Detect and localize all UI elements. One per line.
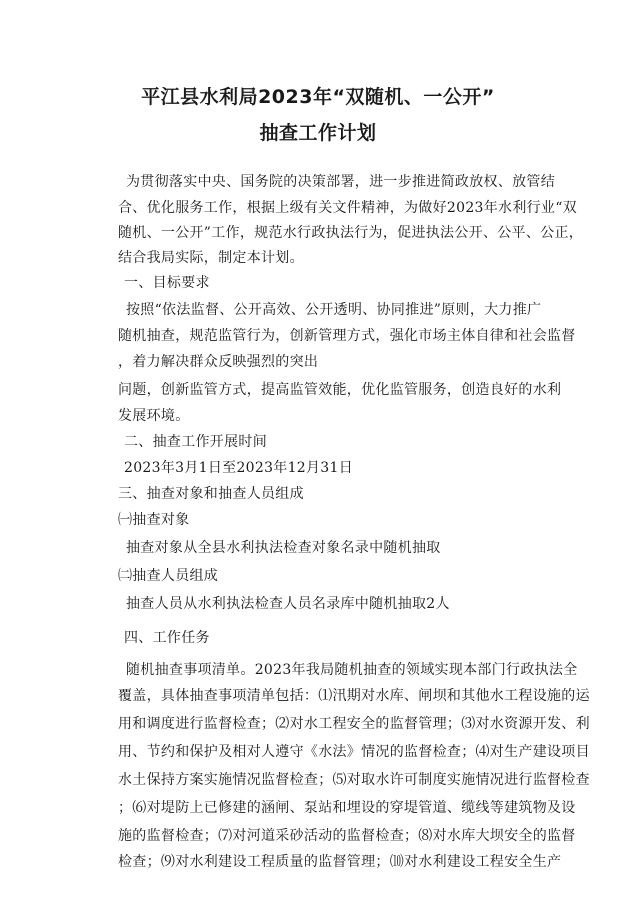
- section1-line: 发展环境。: [118, 408, 190, 424]
- section-heading: 二、抽查工作开展时间: [124, 434, 267, 450]
- intro-line: 合、优化服务工作，根据上级有关文件精神，为做好2023年水利行业“双: [118, 200, 577, 216]
- section1-line: 随机抽查，规范监管行为，创新管理方式，强化市场主体自律和社会监督: [118, 328, 576, 344]
- section4-line: 检查；⑼对水利建设工程质量的监督管理；⑽对水利建设工程安全生产: [118, 854, 562, 870]
- subsection-heading: ㈡抽查人员组成: [118, 568, 219, 584]
- document-title-line2: 抽查工作计划: [259, 122, 377, 144]
- subsection-body: 抽查人员从水利执法检查人员名录库中随机抽取2人: [126, 596, 450, 612]
- section4-line: 覆盖，具体抽查事项清单包括：⑴汛期对水库、闸坝和其他水工程设施的运: [118, 688, 590, 704]
- section4-line: 用、节约和保护及相对人遵守《水法》情况的监督检查；⑷对生产建设项目: [118, 744, 590, 760]
- section1-line: 问题，创新监管方式，提高监管效能，优化监管服务，创造良好的水利: [118, 382, 562, 398]
- intro-line: 随机、一公开”工作，规范水行政执法行为，促进执法公开、公平、公正，: [118, 225, 584, 241]
- section4-line: 用和调度进行监督检查；⑵对水工程安全的监督管理；⑶对水资源开发、利: [118, 716, 590, 732]
- intro-line: 为贯彻落实中央、国务院的决策部署，进一步推进简政放权、放管结: [126, 174, 555, 190]
- subsection-heading: ㈠抽查对象: [118, 512, 190, 528]
- subsection-body: 抽查对象从全县水利执法检查对象名录中随机抽取: [126, 540, 441, 556]
- section1-line: ，着力解决群众反映强烈的突出: [118, 354, 319, 370]
- section4-line: 水土保持方案实施情况监督检查；⑸对取水许可制度实施情况进行监督检查: [118, 772, 590, 788]
- section-heading: 一、目标要求: [124, 275, 210, 291]
- section1-line: 按照“依法监督、公开高效、公开透明、协同推进”原则，大力推广: [126, 302, 542, 318]
- document-title-line1: 平江县水利局2023年“双随机、一公开”: [141, 86, 495, 108]
- section-heading: 四、工作任务: [124, 630, 210, 646]
- section2-date-range: 2023年3月1日至2023年12月31日: [124, 460, 354, 476]
- intro-line: 结合我局实际，制定本计划。: [118, 250, 304, 266]
- section4-line: 随机抽查事项清单。2023年我局随机抽查的领域实现本部门行政执法全: [126, 662, 578, 678]
- section-heading: 三、抽查对象和抽查人员组成: [118, 486, 304, 502]
- section4-line: ；⑹对堤防上已修建的涵闸、泵站和埋设的穿堤管道、缆线等建筑物及设: [118, 800, 576, 816]
- section4-line: 施的监督检查；⑺对河道采砂活动的监督检查；⑻对水库大坝安全的监督: [118, 828, 576, 844]
